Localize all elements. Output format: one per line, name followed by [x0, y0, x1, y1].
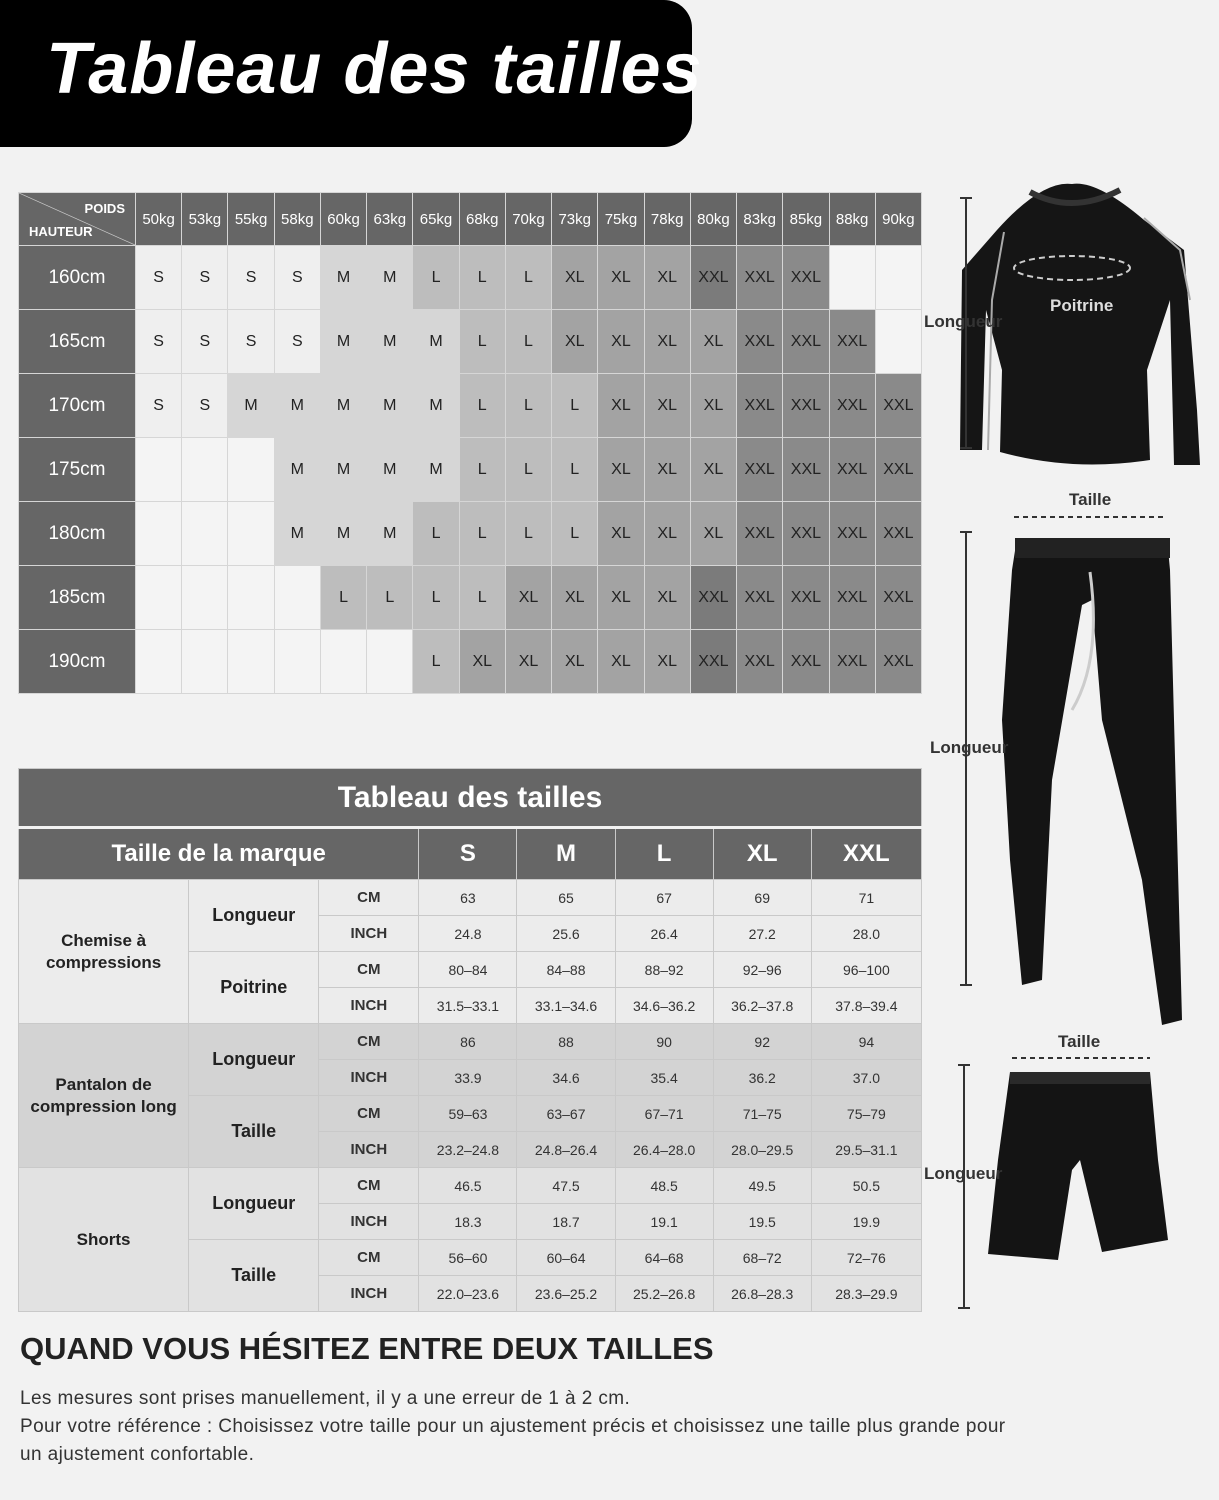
- weight-header: 73kg: [552, 193, 598, 246]
- unit-label: CM: [319, 1024, 419, 1060]
- note-line-2: Pour votre référence : Choisissez votre taille pour un ajustement précis et choisissez une taille plus grande pour: [20, 1416, 1006, 1437]
- size-cell: M: [413, 310, 459, 374]
- size-cell: L: [413, 630, 459, 694]
- value-cell: 92–96: [713, 952, 811, 988]
- size-cell: L: [459, 566, 505, 630]
- size-cell: [228, 630, 274, 694]
- size-cell: L: [552, 374, 598, 438]
- size-cell: L: [505, 246, 551, 310]
- size-cell: XL: [598, 630, 644, 694]
- size-cell: [875, 246, 921, 310]
- size-cell: XXL: [783, 502, 829, 566]
- value-cell: 28.3–29.9: [811, 1276, 921, 1312]
- value-cell: 92: [713, 1024, 811, 1060]
- size-cell: S: [136, 374, 182, 438]
- value-cell: 33.9: [419, 1060, 517, 1096]
- size-cell: M: [367, 438, 413, 502]
- size-cell: XXL: [737, 502, 783, 566]
- size-cell: XXL: [783, 310, 829, 374]
- unit-label: INCH: [319, 1276, 419, 1312]
- grid-corner: [19, 193, 136, 246]
- size-cell: XXL: [829, 630, 875, 694]
- size-cell: XXL: [829, 310, 875, 374]
- brand-size-label: Taille de la marque: [19, 828, 419, 880]
- weight-header: 90kg: [875, 193, 921, 246]
- value-cell: 49.5: [713, 1168, 811, 1204]
- size-cell: XXL: [875, 630, 921, 694]
- weight-header: 85kg: [783, 193, 829, 246]
- value-cell: 69: [713, 880, 811, 916]
- size-cell: [182, 630, 228, 694]
- unit-label: CM: [319, 1168, 419, 1204]
- value-cell: 36.2: [713, 1060, 811, 1096]
- size-cell: XL: [644, 502, 690, 566]
- height-axis-label: HAUTEUR: [29, 224, 93, 239]
- weight-header: 55kg: [228, 193, 274, 246]
- size-cell: M: [320, 246, 366, 310]
- size-cell: XL: [644, 630, 690, 694]
- size-cell: [228, 566, 274, 630]
- weight-header: 63kg: [367, 193, 413, 246]
- size-cell: XXL: [737, 630, 783, 694]
- size-cell: XL: [505, 630, 551, 694]
- size-cell: XL: [598, 566, 644, 630]
- size-cell: L: [367, 566, 413, 630]
- size-cell: M: [413, 438, 459, 502]
- size-cell: L: [413, 502, 459, 566]
- size-cell: L: [459, 310, 505, 374]
- value-cell: 71: [811, 880, 921, 916]
- size-cell: XXL: [783, 374, 829, 438]
- shirt-chest-label: Poitrine: [1050, 296, 1114, 315]
- note-line-1: Les mesures sont prises manuellement, il y a une erreur de 1 à 2 cm.: [20, 1388, 631, 1409]
- size-cell: [136, 630, 182, 694]
- pants-waist-label: Taille: [1069, 490, 1112, 509]
- size-cell: XL: [598, 374, 644, 438]
- size-cell: [228, 502, 274, 566]
- value-cell: 34.6: [517, 1060, 615, 1096]
- grid-row: [19, 566, 922, 630]
- size-cell: M: [413, 374, 459, 438]
- measure-label: Taille: [189, 1096, 319, 1168]
- value-cell: 19.1: [615, 1204, 713, 1240]
- value-cell: 64–68: [615, 1240, 713, 1276]
- value-cell: 96–100: [811, 952, 921, 988]
- size-cell: XL: [598, 438, 644, 502]
- value-cell: 48.5: [615, 1168, 713, 1204]
- grid-row: [19, 502, 922, 566]
- size-cell: [228, 438, 274, 502]
- size-cell: XXL: [690, 630, 736, 694]
- size-cell: L: [505, 310, 551, 374]
- size-cell: L: [552, 502, 598, 566]
- size-cell: S: [136, 246, 182, 310]
- size-cell: XL: [690, 438, 736, 502]
- weight-header: 78kg: [644, 193, 690, 246]
- unit-label: INCH: [319, 916, 419, 952]
- size-cell: [136, 566, 182, 630]
- size-cell: S: [274, 310, 320, 374]
- size-cell: M: [274, 374, 320, 438]
- value-cell: 75–79: [811, 1096, 921, 1132]
- title-banner: [0, 0, 703, 147]
- size-cell: XXL: [875, 374, 921, 438]
- shirt-length-label: Longueur: [924, 312, 1003, 331]
- size-cell: M: [274, 438, 320, 502]
- size-cell: [274, 566, 320, 630]
- height-header: 180cm: [19, 502, 136, 566]
- size-cell: XXL: [783, 246, 829, 310]
- size-cell: XL: [552, 566, 598, 630]
- unit-label: CM: [319, 880, 419, 916]
- weight-header: 83kg: [737, 193, 783, 246]
- garment-label: Pantalon de compression long: [19, 1024, 189, 1168]
- garment-label: Chemise à compressions: [19, 880, 189, 1024]
- size-cell: L: [552, 438, 598, 502]
- height-header: 165cm: [19, 310, 136, 374]
- size-cell: XXL: [737, 310, 783, 374]
- size-cell: XL: [505, 566, 551, 630]
- size-cell: M: [320, 502, 366, 566]
- size-cell: XL: [598, 502, 644, 566]
- page-title: Tableau des tailles: [46, 29, 703, 109]
- size-cell: M: [367, 310, 413, 374]
- size-cell: XL: [644, 566, 690, 630]
- measurement-row: [19, 880, 922, 916]
- pants-length-label: Longueur: [930, 738, 1009, 757]
- size-cell: XL: [690, 502, 736, 566]
- size-cell: XXL: [783, 566, 829, 630]
- size-cell: XL: [644, 438, 690, 502]
- value-cell: 25.6: [517, 916, 615, 952]
- size-cell: S: [228, 246, 274, 310]
- size-header: L: [615, 828, 713, 880]
- weight-header: 70kg: [505, 193, 551, 246]
- size-cell: XXL: [875, 438, 921, 502]
- value-cell: 68–72: [713, 1240, 811, 1276]
- size-cell: M: [228, 374, 274, 438]
- size-cell: M: [367, 246, 413, 310]
- size-cell: M: [320, 374, 366, 438]
- value-cell: 56–60: [419, 1240, 517, 1276]
- chart-title: Tableau des tailles: [19, 769, 922, 828]
- size-cell: XL: [644, 374, 690, 438]
- size-cell: XL: [552, 630, 598, 694]
- grid-row: [19, 246, 922, 310]
- size-cell: XXL: [829, 566, 875, 630]
- size-cell: XL: [552, 310, 598, 374]
- size-cell: [182, 502, 228, 566]
- size-cell: [320, 630, 366, 694]
- value-cell: 88: [517, 1024, 615, 1060]
- measure-label: Poitrine: [189, 952, 319, 1024]
- grid-row: [19, 374, 922, 438]
- garment-illustrations: [922, 160, 1219, 1320]
- weight-height-grid: [18, 192, 922, 694]
- value-cell: 59–63: [419, 1096, 517, 1132]
- value-cell: 23.6–25.2: [517, 1276, 615, 1312]
- size-cell: XXL: [829, 438, 875, 502]
- value-cell: 90: [615, 1024, 713, 1060]
- value-cell: 47.5: [517, 1168, 615, 1204]
- value-cell: 27.2: [713, 916, 811, 952]
- value-cell: 84–88: [517, 952, 615, 988]
- weight-header: 50kg: [136, 193, 182, 246]
- value-cell: 67: [615, 880, 713, 916]
- weight-header: 88kg: [829, 193, 875, 246]
- unit-label: INCH: [319, 1204, 419, 1240]
- weight-axis-label: POIDS: [84, 201, 125, 216]
- size-header: S: [419, 828, 517, 880]
- measurement-row: [19, 1168, 922, 1204]
- size-cell: XL: [598, 310, 644, 374]
- unit-label: CM: [319, 952, 419, 988]
- weight-header: 53kg: [182, 193, 228, 246]
- size-cell: XXL: [690, 246, 736, 310]
- value-cell: 28.0–29.5: [713, 1132, 811, 1168]
- height-header: 175cm: [19, 438, 136, 502]
- size-cell: M: [320, 310, 366, 374]
- size-cell: XXL: [690, 566, 736, 630]
- size-cell: [136, 438, 182, 502]
- value-cell: 24.8: [419, 916, 517, 952]
- value-cell: 26.4–28.0: [615, 1132, 713, 1168]
- unit-label: INCH: [319, 1060, 419, 1096]
- measure-label: Longueur: [189, 1024, 319, 1096]
- size-cell: L: [413, 566, 459, 630]
- size-cell: L: [459, 438, 505, 502]
- size-cell: XXL: [829, 374, 875, 438]
- size-cell: L: [459, 246, 505, 310]
- value-cell: 28.0: [811, 916, 921, 952]
- size-cell: XXL: [783, 438, 829, 502]
- size-cell: XL: [644, 310, 690, 374]
- size-cell: M: [367, 374, 413, 438]
- size-cell: L: [505, 438, 551, 502]
- size-cell: M: [367, 502, 413, 566]
- size-cell: XL: [598, 246, 644, 310]
- measure-label: Longueur: [189, 1168, 319, 1240]
- size-cell: L: [505, 502, 551, 566]
- unit-label: INCH: [319, 988, 419, 1024]
- grid-row: [19, 438, 922, 502]
- height-header: 190cm: [19, 630, 136, 694]
- size-cell: XXL: [829, 502, 875, 566]
- size-cell: XXL: [737, 566, 783, 630]
- value-cell: 34.6–36.2: [615, 988, 713, 1024]
- value-cell: 80–84: [419, 952, 517, 988]
- measurement-table: [18, 768, 922, 1312]
- note-line-3: un ajustement confortable.: [20, 1444, 255, 1465]
- value-cell: 18.7: [517, 1204, 615, 1240]
- weight-header: 60kg: [320, 193, 366, 246]
- size-cell: L: [459, 374, 505, 438]
- size-cell: XXL: [737, 374, 783, 438]
- shorts-image: [988, 1072, 1168, 1260]
- measurement-row: [19, 1024, 922, 1060]
- unit-label: CM: [319, 1240, 419, 1276]
- grid-row: [19, 630, 922, 694]
- size-cell: [136, 502, 182, 566]
- size-cell: XXL: [783, 630, 829, 694]
- size-header: XL: [713, 828, 811, 880]
- measure-label: Taille: [189, 1240, 319, 1312]
- size-cell: [829, 246, 875, 310]
- height-header: 185cm: [19, 566, 136, 630]
- value-cell: 24.8–26.4: [517, 1132, 615, 1168]
- value-cell: 25.2–26.8: [615, 1276, 713, 1312]
- value-cell: 36.2–37.8: [713, 988, 811, 1024]
- value-cell: 37.8–39.4: [811, 988, 921, 1024]
- value-cell: 26.4: [615, 916, 713, 952]
- size-cell: S: [228, 310, 274, 374]
- size-cell: [182, 438, 228, 502]
- value-cell: 67–71: [615, 1096, 713, 1132]
- value-cell: 26.8–28.3: [713, 1276, 811, 1312]
- size-cell: L: [320, 566, 366, 630]
- weight-header: 80kg: [690, 193, 736, 246]
- value-cell: 65: [517, 880, 615, 916]
- measure-label: Longueur: [189, 880, 319, 952]
- garment-label: Shorts: [19, 1168, 189, 1312]
- value-cell: 19.5: [713, 1204, 811, 1240]
- value-cell: 63–67: [517, 1096, 615, 1132]
- size-cell: M: [320, 438, 366, 502]
- unit-label: CM: [319, 1096, 419, 1132]
- weight-header: 68kg: [459, 193, 505, 246]
- size-cell: S: [182, 246, 228, 310]
- weight-header: 75kg: [598, 193, 644, 246]
- size-header: XXL: [811, 828, 921, 880]
- size-cell: [875, 310, 921, 374]
- size-cell: [182, 566, 228, 630]
- value-cell: 60–64: [517, 1240, 615, 1276]
- value-cell: 37.0: [811, 1060, 921, 1096]
- pants-image: [1002, 538, 1182, 1025]
- value-cell: 88–92: [615, 952, 713, 988]
- height-header: 160cm: [19, 246, 136, 310]
- size-cell: XL: [459, 630, 505, 694]
- size-cell: S: [182, 310, 228, 374]
- value-cell: 18.3: [419, 1204, 517, 1240]
- size-cell: XXL: [875, 566, 921, 630]
- value-cell: 46.5: [419, 1168, 517, 1204]
- value-cell: 86: [419, 1024, 517, 1060]
- shorts-waist-label: Taille: [1058, 1032, 1101, 1051]
- value-cell: 19.9: [811, 1204, 921, 1240]
- shorts-length-label: Longueur: [924, 1164, 1003, 1183]
- value-cell: 22.0–23.6: [419, 1276, 517, 1312]
- value-cell: 33.1–34.6: [517, 988, 615, 1024]
- value-cell: 29.5–31.1: [811, 1132, 921, 1168]
- height-header: 170cm: [19, 374, 136, 438]
- size-cell: [274, 630, 320, 694]
- size-cell: XL: [644, 246, 690, 310]
- size-header: M: [517, 828, 615, 880]
- size-cell: S: [136, 310, 182, 374]
- weight-header: 58kg: [274, 193, 320, 246]
- size-cell: M: [274, 502, 320, 566]
- value-cell: 71–75: [713, 1096, 811, 1132]
- value-cell: 50.5: [811, 1168, 921, 1204]
- size-cell: XXL: [737, 438, 783, 502]
- size-cell: XL: [552, 246, 598, 310]
- size-cell: XXL: [737, 246, 783, 310]
- value-cell: 23.2–24.8: [419, 1132, 517, 1168]
- value-cell: 72–76: [811, 1240, 921, 1276]
- value-cell: 94: [811, 1024, 921, 1060]
- size-cell: XL: [690, 310, 736, 374]
- value-cell: 63: [419, 880, 517, 916]
- size-cell: S: [182, 374, 228, 438]
- weight-header: 65kg: [413, 193, 459, 246]
- size-cell: S: [274, 246, 320, 310]
- unit-label: INCH: [319, 1132, 419, 1168]
- note-title: QUAND VOUS HÉSITEZ ENTRE DEUX TAILLES: [20, 1331, 714, 1366]
- value-cell: 31.5–33.1: [419, 988, 517, 1024]
- size-cell: [367, 630, 413, 694]
- size-cell: L: [413, 246, 459, 310]
- size-cell: L: [459, 502, 505, 566]
- size-cell: L: [505, 374, 551, 438]
- size-cell: XXL: [875, 502, 921, 566]
- value-cell: 35.4: [615, 1060, 713, 1096]
- grid-row: [19, 310, 922, 374]
- size-cell: XL: [690, 374, 736, 438]
